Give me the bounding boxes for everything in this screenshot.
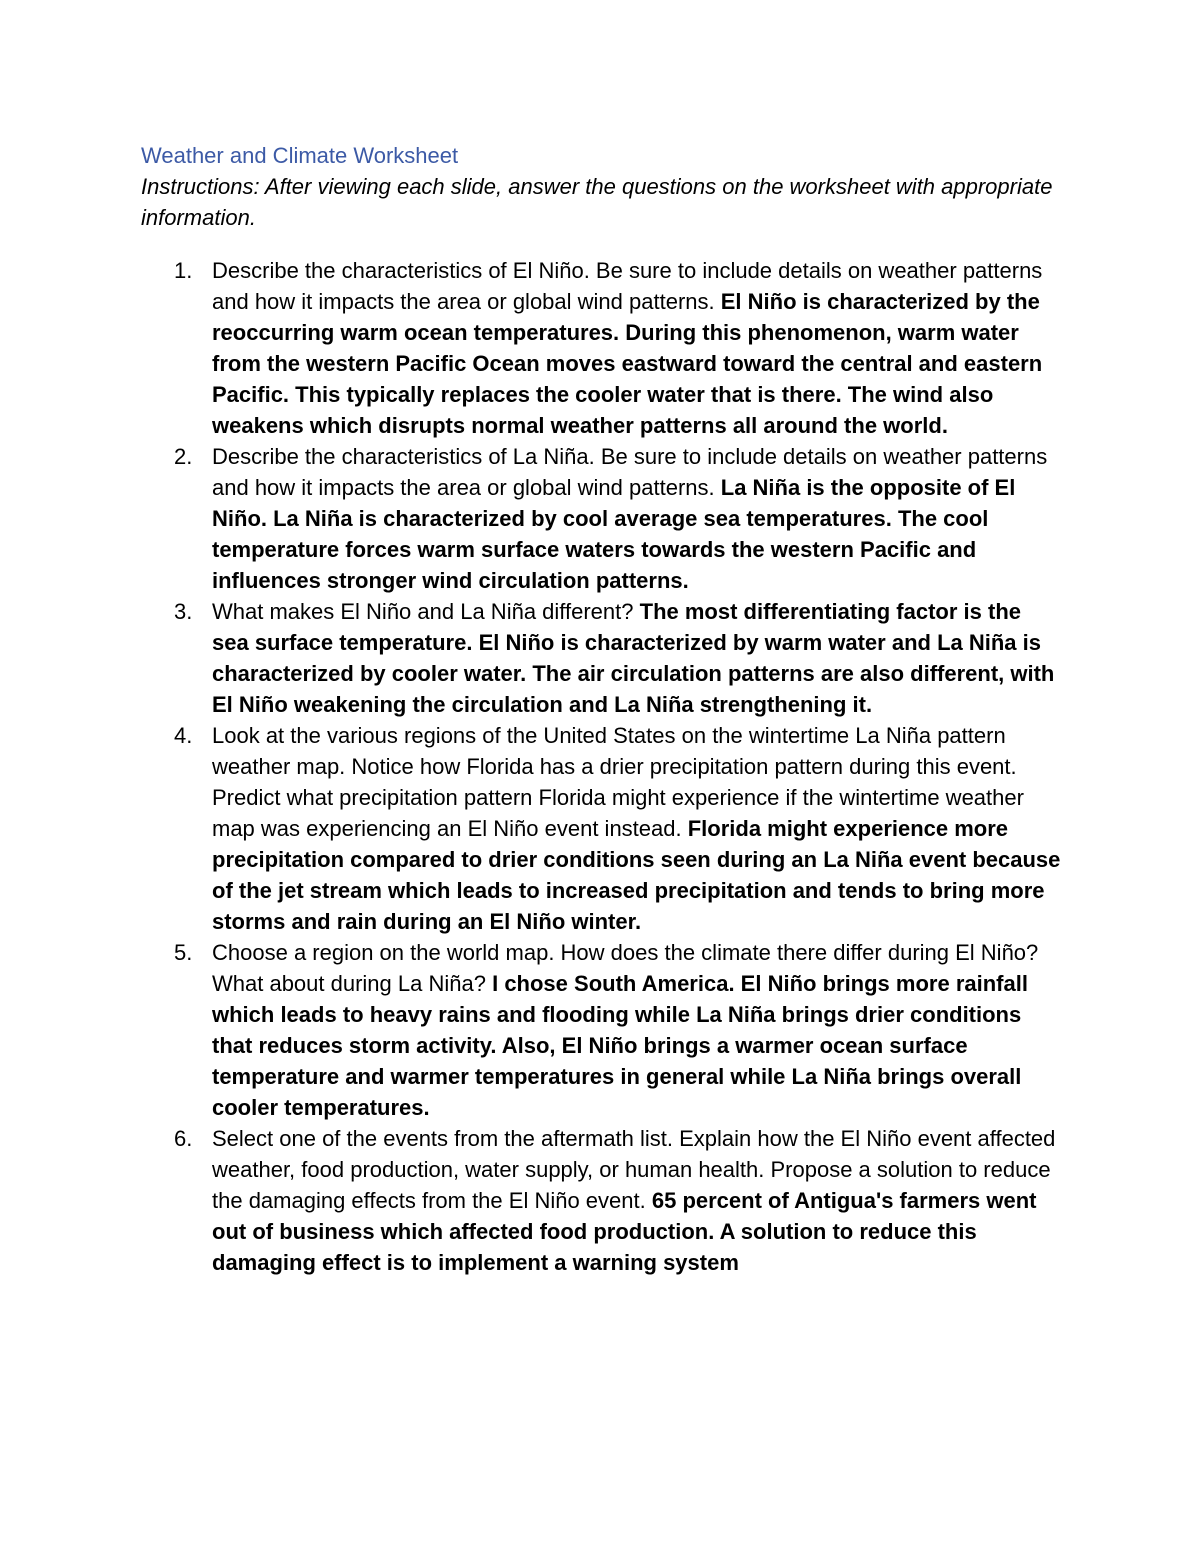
question-item-3 [141,596,1061,720]
answer-text: El Niño is characterized by the reoccurring warm ocean temperatures. During this phenomenon, warm water from the western Pacific Ocean moves eastward toward the central and eastern Pacific. This typically replaces the cooler water that is there. The wind also weakens which disrupts normal weather patterns all around the world. [212,289,1043,438]
question-item-2 [141,441,1061,596]
question-number: 4. [174,723,193,748]
question-text: Describe the characteristics of La Niña. Be sure to include details on weather patterns and how it impacts the area or global wind patterns. [212,444,1048,500]
question-list [141,255,1061,1278]
question-item-1 [141,255,1061,441]
question-text: Look at the various regions of the United States on the wintertime La Niña pattern weather map. Notice how Florida has a drier precipitation pattern during this event. Predict what precipitation pattern Florida might experience if the wintertime weather map was experiencing an El Niño event instead. [212,723,1024,841]
question-text: What makes El Niño and La Niña different? [212,599,634,624]
answer-text: The most differentiating factor is the sea surface temperature. El Niño is characterized by warm water and La Niña is characterized by cooler water. The air circulation patterns are also different, with El Niño weakening the circulation and La Niña strengthening it. [212,599,1055,717]
answer-text: I chose South America. El Niño brings more rainfall which leads to heavy rains and flooding while La Niña brings drier conditions that reduces storm activity. Also, El Niño brings a warmer ocean surface temperature and warmer temperatures in general while La Niña brings overall cooler temperatures. [212,971,1028,1120]
worksheet-title: Weather and Climate Worksheet [141,143,459,168]
question-number: 1. [174,258,193,283]
question-number: 2. [174,444,193,469]
question-number: 3. [174,599,193,624]
answer-text: Florida might experience more precipitation compared to drier conditions seen during an La Niña event because of the jet stream which leads to increased precipitation and tends to bring more storms and rain during an El Niño winter. [212,816,1061,934]
question-text: Choose a region on the world map. How does the climate there differ during El Niño? What about during La Niña? [212,940,1039,996]
question-item-5 [141,937,1061,1123]
question-number: 6. [174,1126,193,1151]
worksheet-page [141,140,1061,1278]
answer-text: La Niña is the opposite of El Niño. La Niña is characterized by cool average sea temperatures. The cool temperature forces warm surface waters towards the western Pacific and influences stronger wind circulation patterns. [212,475,1016,593]
question-item-6 [141,1123,1061,1278]
question-text: Describe the characteristics of El Niño. Be sure to include details on weather patterns and how it impacts the area or global wind patterns. [212,258,1043,314]
question-text: Select one of the events from the aftermath list. Explain how the El Niño event affected weather, food production, water supply, or human health. Propose a solution to reduce the damaging effects from the El Niño event. [212,1126,1056,1213]
question-item-4 [141,720,1061,937]
question-number: 5. [174,940,193,965]
instructions-text: Instructions: After viewing each slide, answer the questions on the worksheet with appropriate information. [141,174,1053,230]
answer-text: 65 percent of Antigua's farmers went out of business which affected food production. A solution to reduce this damaging effect is to implement a warning system [212,1188,1037,1275]
